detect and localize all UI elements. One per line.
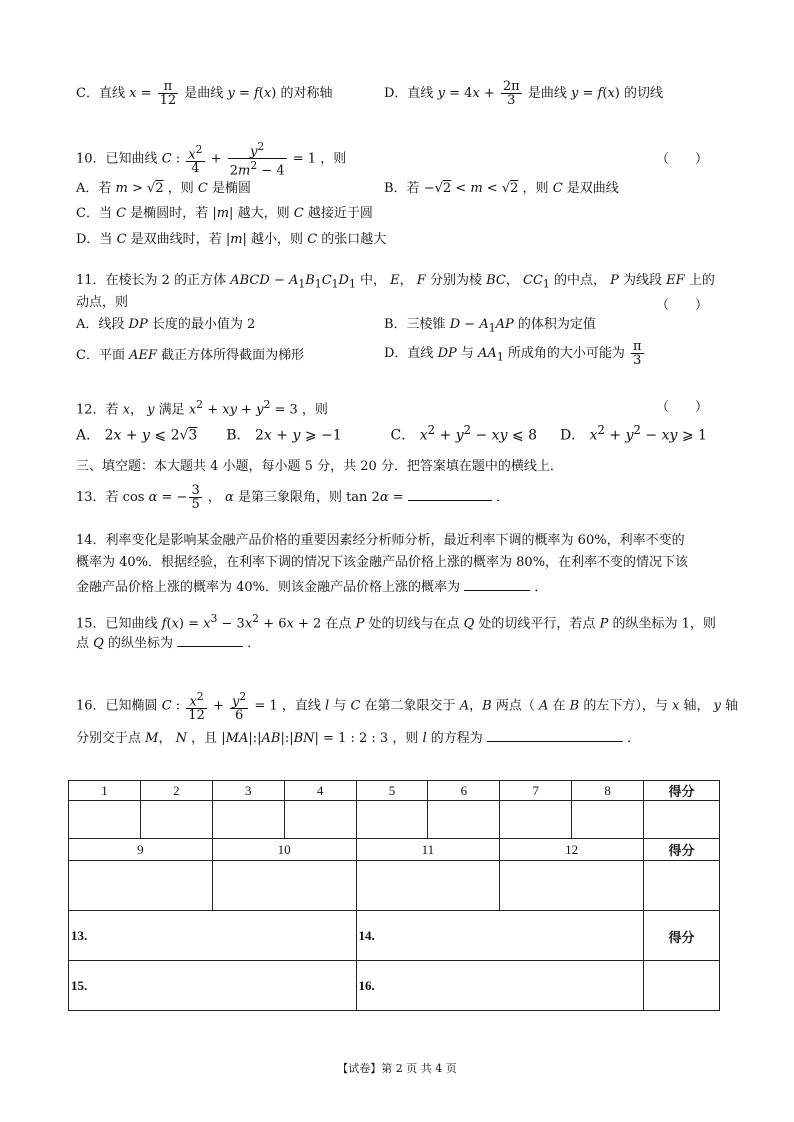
q12b-label: B． <box>226 427 251 444</box>
answer-table <box>68 780 720 1011</box>
answer-cell[interactable] <box>428 801 500 839</box>
math: C <box>161 151 172 167</box>
q12-s1: 12．若 <box>76 402 119 418</box>
q13-2: ， <box>207 490 221 505</box>
q16-7: 的左下方），与 <box>583 698 668 714</box>
q11d-2: 与 <box>460 346 474 361</box>
score-header: 得分 <box>644 839 720 861</box>
q11-s6: 上的 <box>688 273 715 288</box>
score-cell[interactable] <box>644 861 720 911</box>
q11b-2: 的体积为定值 <box>517 317 596 332</box>
q11b-1: B．三棱锥 <box>384 317 446 332</box>
q12-answer-paren: （ ） <box>656 400 709 415</box>
q16-14: ． <box>627 731 641 746</box>
q13-3: 是第三象限角，则 <box>237 490 342 505</box>
fraction: $\frac{2\pi}{3}$ <box>502 79 520 108</box>
q15-answer-blank[interactable] <box>177 632 243 647</box>
q9c-text-3: 的对称轴 <box>280 86 333 101</box>
math: MA <box>225 731 249 746</box>
answer-cell[interactable] <box>500 801 572 839</box>
math: l <box>324 698 330 714</box>
score-header: 得分 <box>644 781 720 801</box>
q16-6: 在 <box>552 698 566 714</box>
math: x <box>203 616 211 632</box>
q10c-2: 是椭圆时，若 <box>130 206 209 221</box>
math: C <box>116 206 127 221</box>
math: y <box>625 427 634 444</box>
math: f <box>161 616 167 632</box>
math: x <box>122 402 131 418</box>
answer-row-1 <box>69 801 720 839</box>
math: AP <box>495 317 514 332</box>
math: C <box>552 181 563 196</box>
math: EF <box>666 273 685 288</box>
math: y <box>256 402 264 418</box>
q15-2: 在点 <box>325 616 352 632</box>
q14-3: 金融产品价格上涨的概率为 40%．则该金融产品价格上涨的概率为 <box>76 580 461 595</box>
math: y <box>147 402 155 418</box>
q15-line1: 15．已知曲线 $f(x) = x^3 - 3x^2 + 6x + 2$ 在点 P 处的切线与在点 Q 处的切线平行，若点 P 的纵坐标为 1，则 <box>76 612 716 632</box>
q15-3: 处的切线与在点 <box>368 616 460 632</box>
q10d-1: D．当 <box>76 232 113 247</box>
q10a-1: A．若 <box>76 181 112 196</box>
q9d-text-2: 是曲线 <box>527 86 567 101</box>
q9-option-c: C．直线 x = $\frac{\pi}{12}$ 是曲线 y = f(x) 的对称轴 <box>76 79 333 108</box>
q16-11: ，且 <box>191 731 218 746</box>
answer-cell[interactable] <box>500 861 644 911</box>
q12-s3: ，则 <box>301 402 328 418</box>
col-header: 3 <box>212 781 284 801</box>
math: C <box>197 181 208 196</box>
q10d-4: 的张口越大 <box>321 232 387 247</box>
math: x <box>263 427 272 444</box>
math: C <box>116 232 127 247</box>
math: C <box>293 206 304 221</box>
score-header: 得分 <box>644 911 720 961</box>
math: x <box>672 698 680 714</box>
math: m <box>470 181 483 196</box>
col-header: 5 <box>356 781 428 801</box>
math: x <box>113 427 122 444</box>
q11-option-b: B．三棱锥 $D - A_1AP$ 的体积为定值 <box>384 317 596 335</box>
fraction: $\frac{\pi}{12}$ <box>159 79 177 108</box>
q12a-label: A． <box>76 427 101 444</box>
header-row-2 <box>69 839 720 861</box>
math: AA <box>478 346 497 361</box>
math: m <box>230 232 243 247</box>
q16-3: 与 <box>333 698 347 714</box>
math: y <box>571 86 579 101</box>
q16-2: ，直线 <box>281 698 321 714</box>
col-header: 6 <box>428 781 500 801</box>
answer-cell[interactable] <box>356 861 500 911</box>
answer-cell[interactable] <box>284 801 356 839</box>
q13: 13．若 cos α = − $\frac{3}{5}$ ， α 是第三象限角，则 tan 2α = ． <box>76 483 509 512</box>
q11-s1: 11．在棱长为 2 的正方体 <box>76 273 227 288</box>
answer-cell[interactable] <box>69 801 141 839</box>
math: DP <box>128 317 148 332</box>
math: m <box>216 206 230 221</box>
q10-option-c: C．当 C 是椭圆时，若 |m| 越大，则 C 越接近于圆 <box>76 206 373 221</box>
math: Q <box>93 636 104 651</box>
math: x <box>286 616 294 632</box>
q10d-3: 越小，则 <box>251 232 304 247</box>
q12-stem: 12．若 x， y 满足 $x^2$ + xy + $y^2 = 3$ ，则 <box>76 398 328 418</box>
math: x <box>419 427 428 444</box>
math: l <box>422 731 427 746</box>
q9d-text-3: 的切线 <box>624 86 664 101</box>
q13-4: ． <box>495 490 509 505</box>
q16-answer-blank[interactable] <box>487 727 623 742</box>
math: y <box>292 427 301 444</box>
math: x <box>171 616 179 632</box>
q12-options: A． 2x + y ⩽ 2√3 B． 2x + y ⩾ −1 C． $x^2 + y^2$ − xy ⩽ 8 D． $x^2 + y^2$ − xy ⩾ 1 <box>76 423 707 444</box>
math: P <box>610 273 619 288</box>
answer-16[interactable]: 16. <box>356 961 644 1011</box>
q13-1: 13．若 <box>76 490 119 505</box>
q13-answer-blank[interactable] <box>408 486 492 501</box>
q10a-3: 是椭圆 <box>211 181 251 196</box>
math: B <box>305 273 315 288</box>
math: B <box>569 698 580 714</box>
math: C <box>350 698 361 714</box>
q10d-2: 是双曲线时，若 <box>130 232 222 247</box>
math: f <box>597 86 603 101</box>
math: y <box>142 427 150 444</box>
page-footer: 【试卷】第 2 页 共 4 页 <box>337 1062 457 1075</box>
q11-option-a <box>76 316 255 334</box>
q9c-text-1: C．直线 <box>76 86 125 101</box>
math: M <box>145 731 159 746</box>
fraction: $\frac{y^2}{2m^2 - 4}$ <box>229 140 285 179</box>
q16-1: 16．已知椭圆 <box>76 698 158 714</box>
math: C <box>307 232 318 247</box>
col-header: 8 <box>572 781 644 801</box>
math: x <box>607 86 615 101</box>
fraction: $\frac{y^2}{6}$ <box>232 690 247 724</box>
q11-answer-paren: （ ） <box>656 298 709 313</box>
answer-row-2 <box>69 861 720 911</box>
math: C <box>161 698 172 714</box>
q10b-3: 是双曲线 <box>566 181 619 196</box>
q11-s5: 为线段 <box>623 273 663 288</box>
math: AEF <box>129 348 157 363</box>
q10-stem: 10．已知曲线 C : $\frac{x^2}{4}$ + $\frac{y^2}{2m^2 - 4}$ = 1 ，则 <box>76 140 347 179</box>
math: xy <box>222 402 237 418</box>
q10b-2: ，则 <box>522 181 549 196</box>
q10-stem-2: ，则 <box>320 151 347 167</box>
answer-cell[interactable] <box>140 801 212 839</box>
q10-option-b: B．若 −√2 < m < √2 ，则 C 是双曲线 <box>384 181 619 196</box>
q14-line3 <box>76 576 547 597</box>
math: Q <box>463 616 475 632</box>
fraction: $\frac{\pi}{3}$ <box>633 339 642 368</box>
header-row-1 <box>69 781 720 801</box>
math: α <box>148 490 158 505</box>
math: x <box>188 402 197 418</box>
math: B <box>482 698 492 714</box>
q10c-4: 越接近于圆 <box>307 206 373 221</box>
answer-cell[interactable] <box>69 861 213 911</box>
answer-14[interactable]: 14. <box>356 911 644 961</box>
fraction: $\frac{3}{5}$ <box>191 483 200 512</box>
math: BC <box>486 273 506 288</box>
math: y <box>713 698 722 714</box>
math: y <box>227 86 235 101</box>
q10a-2: ，则 <box>167 181 194 196</box>
col-header: 4 <box>284 781 356 801</box>
section3-heading: 三、填空题：本大题共 4 小题，每小题 5 分，共 20 分．把答案填在题中的横线上． <box>76 459 563 474</box>
q11-s2: 中， <box>360 273 387 288</box>
math: DP <box>437 346 457 361</box>
q15-1: 15．已知曲线 <box>76 616 158 632</box>
col-header: 2 <box>140 781 212 801</box>
math: N <box>175 731 187 746</box>
q16-line1: 16．已知椭圆 C : $\frac{x^2}{12}$ + $\frac{y^2}{6}$ = 1 ，直线 l 与 C 在第二象限交于 A，B 两点（ A 在 B 的左下方），与 x 轴， y 轴 <box>76 690 739 724</box>
fraction: $\frac{x^2}{4}$ <box>188 142 203 176</box>
answer-cell[interactable] <box>212 861 356 911</box>
math: CC <box>523 273 543 288</box>
q12-s2: 满足 <box>158 402 185 418</box>
math: P <box>599 616 609 632</box>
col-header: 7 <box>500 781 572 801</box>
math: P <box>355 616 365 632</box>
q16-10: 分别交于点 <box>76 731 142 746</box>
col-header: 12 <box>500 839 644 861</box>
q16-12: ，则 <box>392 731 419 746</box>
math: D <box>449 317 461 332</box>
math: x <box>472 86 480 101</box>
q11-s4: 的中点， <box>553 273 606 288</box>
q11-option-c <box>76 347 304 365</box>
q16-8: 轴， <box>683 698 710 714</box>
q11-stem-1: 11．在棱长为 2 的正方体 ABCD − $A_1B_1C_1D_1$ 中， E， F 分别为棱 BC， $CC_1$ 的中点， P 为线段 EF 上的 <box>76 273 715 291</box>
answer-15[interactable]: 15. <box>69 961 357 1011</box>
math: A <box>459 698 470 714</box>
q15-7: 的纵坐标为 <box>107 636 173 651</box>
math: ABCD <box>230 273 270 288</box>
q11a-1: A．线段 <box>76 317 125 332</box>
math: x <box>244 616 253 632</box>
col-header: 9 <box>69 839 213 861</box>
q11-stem-2: 动点，则 <box>76 295 129 310</box>
math: α <box>225 490 234 505</box>
answer-cell[interactable] <box>212 801 284 839</box>
math: y <box>455 427 464 444</box>
math: x <box>129 86 137 101</box>
math: xy <box>661 427 678 444</box>
q14-line2: 概率为 40%．根据经验，在利率下调的情况下该金融产品价格上涨的概率为 80%，在利率不变的情况下该 <box>76 555 689 570</box>
q15-8: ． <box>247 636 261 651</box>
answer-cell[interactable] <box>572 801 644 839</box>
math: y <box>437 86 445 101</box>
q14-line1: 14．利率变化是影响某金融产品价格的重要因素经分析师分析，最近利率下调的概率为 60%，利率不变的 <box>76 533 685 548</box>
q11d-3: 所成角的大小可能为 <box>507 346 625 361</box>
math: xy <box>491 427 508 444</box>
math: f <box>253 86 259 101</box>
fill-row-1 <box>69 911 720 961</box>
math: A <box>479 317 489 332</box>
q11-option-d: D．直线 DP 与 $AA_1$ 所成角的大小可能为 $\frac{\pi}{3}$ <box>384 339 642 368</box>
q15-6: 点 <box>76 636 90 651</box>
q9d-text-1: D．直线 <box>384 86 434 101</box>
q9-option-d: D．直线 y = 4x + $\frac{2\pi}{3}$ 是曲线 y = f(x) 的切线 <box>384 79 664 108</box>
math: C <box>321 273 332 288</box>
col-header: 11 <box>356 839 500 861</box>
q11d-1: D．直线 <box>384 346 434 361</box>
q11-s3: 分别为棱 <box>429 273 482 288</box>
q10c-1: C．当 <box>76 206 112 221</box>
math: A <box>288 273 299 288</box>
math: x <box>263 86 272 101</box>
q10b-1: B．若 <box>384 181 420 196</box>
q11c-1: C．平面 <box>76 348 125 363</box>
fill-row-2 <box>69 961 720 1011</box>
math: AB <box>261 731 281 746</box>
col-header: 10 <box>212 839 356 861</box>
score-cell[interactable] <box>644 961 720 1011</box>
math: A <box>538 698 549 714</box>
fraction: $\frac{x^2}{12}$ <box>188 690 205 724</box>
math: BN <box>293 731 315 746</box>
answer-13[interactable]: 13. <box>69 911 357 961</box>
q14-3-end: ． <box>534 580 548 595</box>
q16-9: 轴 <box>725 698 739 714</box>
answer-cell[interactable] <box>356 801 428 839</box>
math: α <box>379 490 389 505</box>
q10c-3: 越大，则 <box>237 206 290 221</box>
score-cell[interactable] <box>644 801 720 839</box>
math: F <box>416 273 426 288</box>
q16-line2: 分别交于点 M， N ，且 |MA|:|AB|:|BN| = 1 : 2 : 3 ，则 l 的方程为 ． <box>76 727 640 748</box>
q10-answer-paren: （ ） <box>656 152 709 167</box>
q12d-label: D． <box>559 427 586 444</box>
math: m <box>115 181 128 196</box>
q10-option-a: A．若 m > √2 ，则 C 是椭圆 <box>76 181 251 196</box>
math: E <box>390 273 400 288</box>
q15-4: 处的切线平行，若点 <box>478 616 596 632</box>
q16-4: 在第二象限交于 <box>364 698 456 714</box>
q11a-2: 长度的最小值为 2 <box>151 317 256 332</box>
q15-5: 的纵坐标为 1，则 <box>612 616 716 632</box>
q10-stem-1: 10．已知曲线 <box>76 151 158 167</box>
math: x <box>589 427 598 444</box>
q15-line2 <box>76 632 260 653</box>
q11c-2: 截正方体所得截面为梯形 <box>161 348 305 363</box>
q10-option-d: D．当 C 是双曲线时，若 |m| 越小，则 C 的张口越大 <box>76 232 387 247</box>
q12c-label: C． <box>390 427 416 444</box>
math: D <box>338 273 349 288</box>
q16-13: 的方程为 <box>430 731 483 746</box>
q16-5: 两点（ <box>495 698 535 714</box>
q9c-text-2: 是曲线 <box>184 86 224 101</box>
q14-answer-blank[interactable] <box>464 576 530 591</box>
col-header: 1 <box>69 781 141 801</box>
